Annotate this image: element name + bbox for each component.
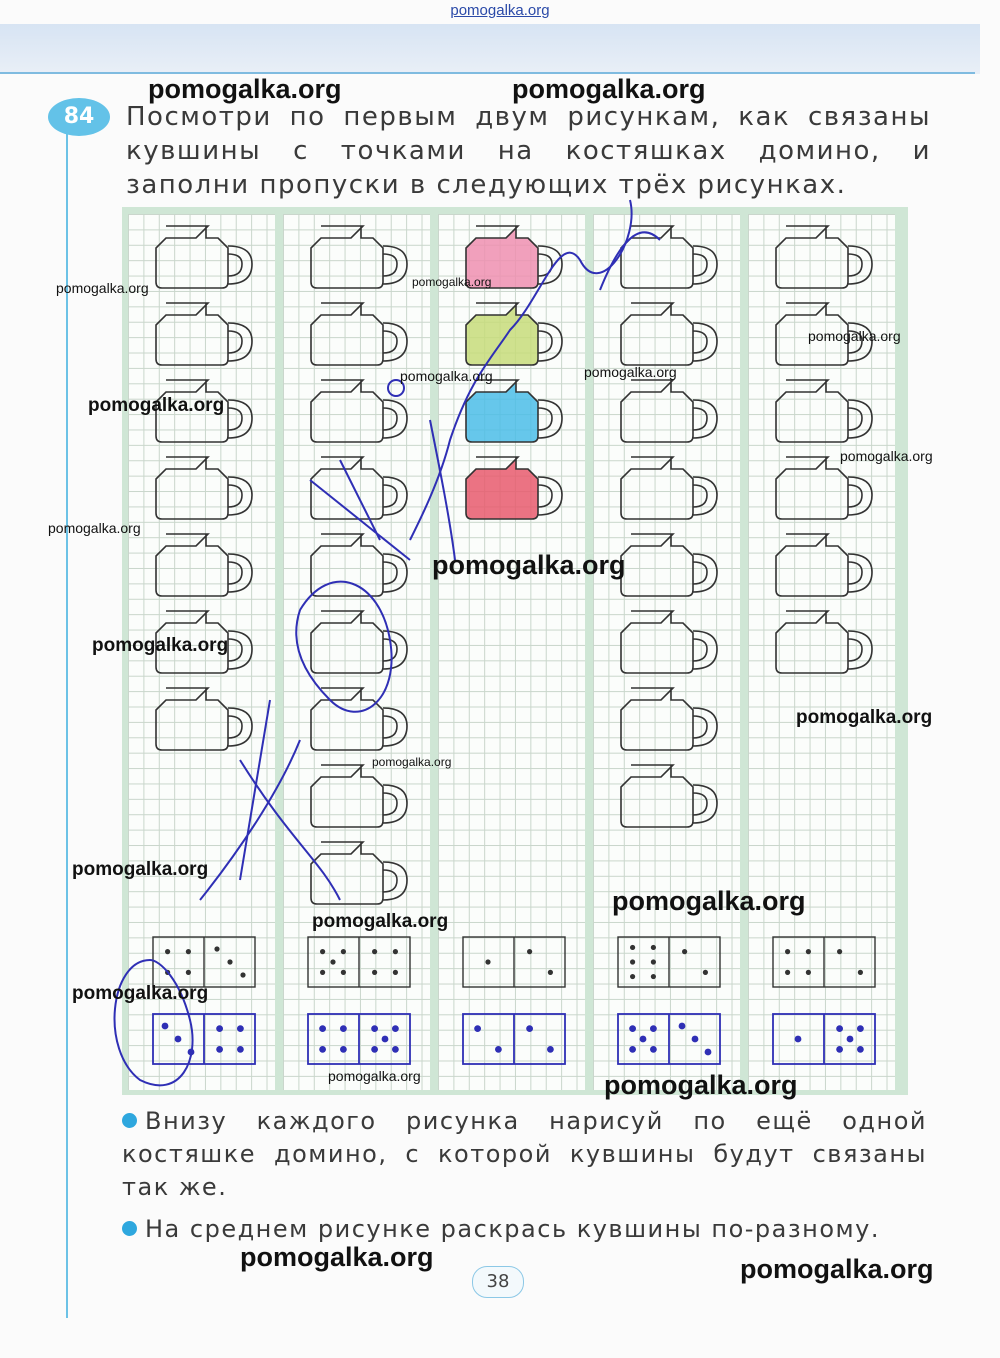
watermark: pomogalka.org [796,707,933,728]
watermark: pomogalka.org [412,275,492,289]
bullet-instruction-1 [122,1105,927,1204]
watermark: pomogalka.org [72,859,209,880]
watermark: pomogalka.org [612,886,806,916]
watermark: pomogalka.org [584,364,677,380]
site-url[interactable]: pomogalka.org [450,2,550,19]
watermark: pomogalka.org [72,983,209,1004]
watermark: pomogalka.org [148,74,342,104]
watermark: pomogalka.org [92,635,229,656]
bullet-icon [122,1113,137,1128]
watermark: pomogalka.org [48,520,141,536]
watermark: pomogalka.org [512,74,706,104]
watermark: pomogalka.org [88,395,225,416]
watermark: pomogalka.org [604,1070,798,1100]
watermark: pomogalka.org [808,328,901,344]
bullet-1-text: Внизу каждого рисунка нарисуй по ещё одной костяшке домино, с которой кувшины будут связаны так же. [122,1107,927,1201]
bullet-2-text: На среднем рисунке раскрась кувшины по-разному. [145,1215,880,1243]
watermark: pomogalka.org [240,1242,434,1272]
watermark: pomogalka.org [328,1068,421,1084]
bullet-icon [122,1221,137,1236]
watermark: pomogalka.org [56,280,149,296]
task-number-badge: 84 [48,98,110,136]
page-number: 38 [472,1266,524,1298]
watermark: pomogalka.org [372,755,452,769]
watermark: pomogalka.org [432,550,626,580]
watermark: pomogalka.org [312,911,449,932]
watermark: pomogalka.org [840,448,933,464]
watermark: pomogalka.org [740,1254,934,1284]
watermark: pomogalka.org [400,368,493,384]
task-instruction: Посмотри по первым двум рисункам, как связаны кувшины с точками на костяшках домино, и заполни пропуски в следующих трёх рисунках. [126,102,931,200]
